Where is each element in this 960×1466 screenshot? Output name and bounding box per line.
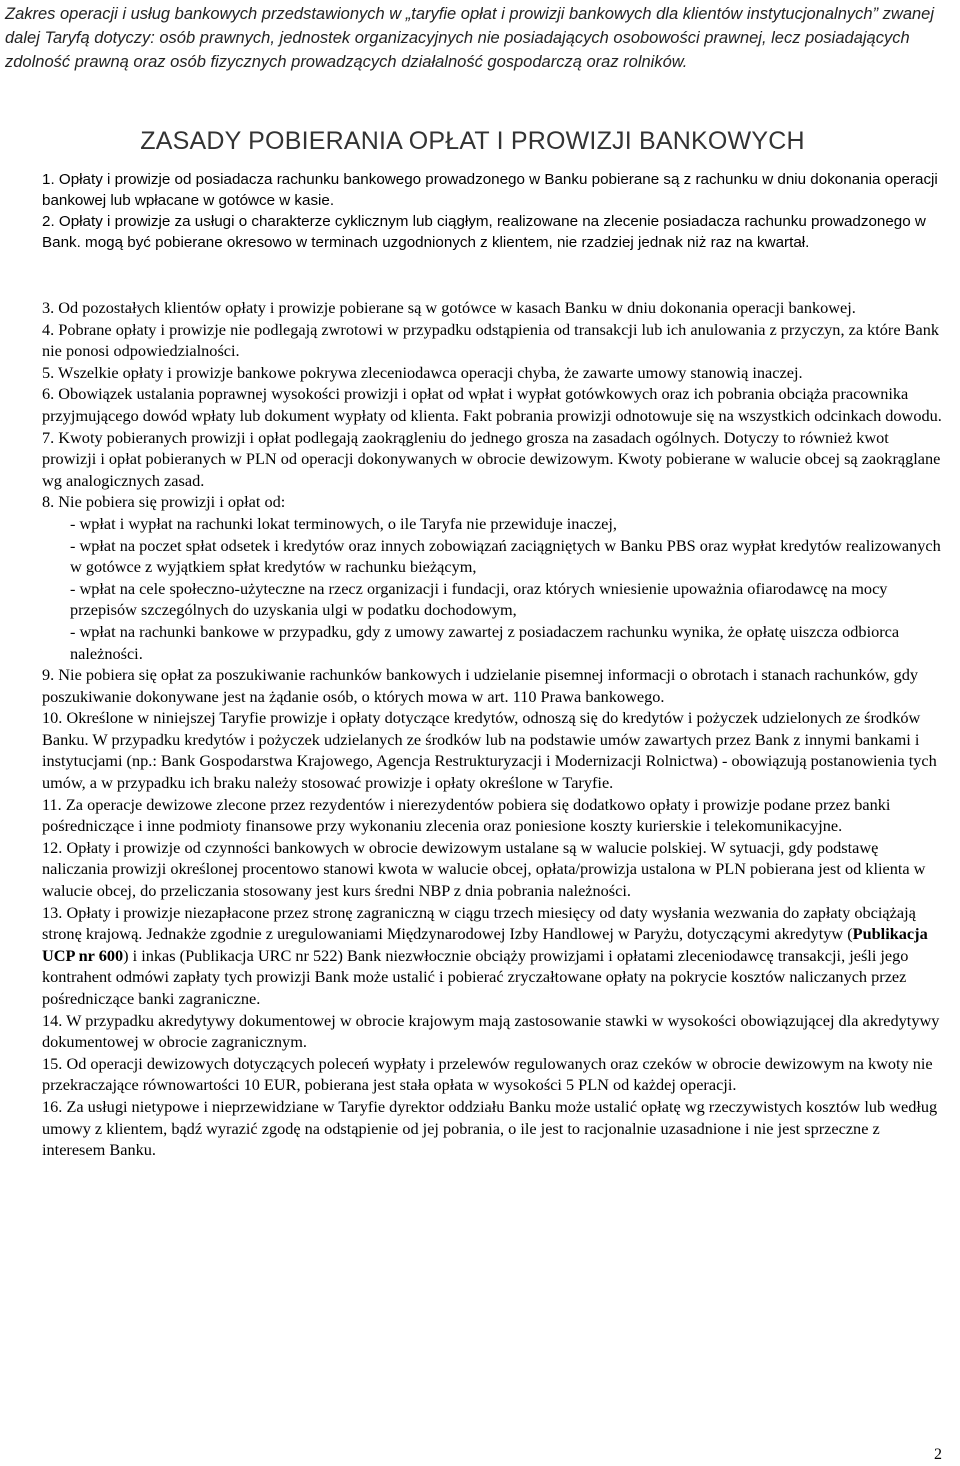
rule-text: Wszelkie opłaty i prowizje bankowe pokrywa zleceniodawca operacji chyba, że zawarte umowy stanowią inaczej. bbox=[58, 362, 803, 382]
rule-item bbox=[42, 169, 945, 211]
section-heading: ZASADY POBIERANIA OPŁAT I PROWIZJI BANKOWYCH bbox=[140, 127, 805, 155]
exemption-list bbox=[42, 513, 947, 664]
rule-text: W przypadku akredytywy dokumentowej w obrocie krajowym mają zastosowanie stawki w wysokości obowiązującej dla akredytywy dokumentowej w obrocie zagranicznym. bbox=[42, 1010, 940, 1052]
rule-item bbox=[42, 491, 947, 513]
rule-number: 12. bbox=[42, 837, 63, 857]
rule-text: Nie pobiera się opłat za poszukiwanie rachunków bankowych i udzielanie pisemnej informacji o obrotach i stanach rachunków, gdy poszukiwanie dokonywane jest na żądanie osób, o których mowa w art. 110 Prawa bankowego. bbox=[42, 665, 919, 706]
rule-number: 2. bbox=[42, 213, 55, 230]
rule-text: Od pozostałych klientów opłaty i prowizje pobierane są w gotówce w kasach Banku w dniu dokonania operacji bankowej. bbox=[58, 298, 856, 317]
rule-number: 11. bbox=[42, 794, 62, 814]
rule-text: ) i inkas (Publikacja URC nr 522) Bank niezwłocznie obciąży prowizjami i opłatami zleceniodawcę transakcji, jeśli jego kontrahent odmówi zapłaty tych prowizji Bank może ustalić i pobierać zryczałtowane opłaty na pokrycie kosztów naliczanych przez pośredniczące banki zagraniczne. bbox=[42, 945, 909, 1008]
exemption-item: - wpłat i wypłat na rachunki lokat terminowych, o ile Taryfa nie przewiduje inaczej, bbox=[70, 513, 617, 533]
intro-paragraph: Zakres operacji i usług bankowych przedstawionych w „taryfie opłat i prowizji bankowych dla klientów instytucjonalnych” zwanej dalej Taryfą dotyczy: osób prawnych, jednostek organizacyjnych nie posiadających osobowości prawnej, lecz posiadających zdolność prawną oraz osób fizycznych prowadzących działalność gospodarczą oraz rolników. bbox=[5, 5, 935, 71]
rule-number: 15. bbox=[42, 1053, 63, 1073]
rule-number: 14. bbox=[42, 1010, 63, 1030]
rule-text: Opłaty i prowizje za usługi o charakterze cyklicznym lub ciągłym, realizowane na zlecenie posiadacza rachunku prowadzonego w Bank. mogą być pobierane okresowo w terminach uzgodnionych z klientem, nie rzadziej jednak niż raz na kwartał. bbox=[42, 213, 926, 251]
page-number: 2 bbox=[934, 1446, 942, 1463]
rule-item bbox=[42, 664, 947, 707]
rule-number: 7. bbox=[42, 427, 55, 447]
rule-item bbox=[42, 1010, 947, 1053]
rule-text-bold: Publikacja UCP nr 600 bbox=[42, 924, 928, 965]
rule-text: Za operacje dewizowe zlecone przez rezydentów i nierezydentów pobiera się dodatkowo opłaty i prowizje podane przez banki pośredniczące i inne podmioty finansowe przy wykonaniu zlecenia oraz poniesione koszty kurierskie i telekomunikacyjne. bbox=[42, 794, 891, 836]
rule-text: Określone w niniejszej Taryfie prowizje i opłaty dotyczące kredytów, odnoszą się do kredytów i pożyczek udzielonych ze środków Banku. W przypadku kredytów i pożyczek udzielanych ze środków lub na podstawie umów zawartych przez Bank z innymi bankami i instytucjami (np.: Bank Gospodarstwa Krajowego, Agencja Restrukturyzacji i Modernizacji Rolnictwa) - obowiązują postanowienia tych umów, a w przypadku ich braku należy stosować prowizje i opłaty określone w Taryfie. bbox=[42, 708, 937, 793]
rule-item bbox=[42, 794, 947, 837]
rule-text: Kwoty pobieranych prowizji i opłat podlegają zaokrągleniu do jednego grosza na zasadach ogólnych. Dotyczy to również kwot prowizji i opłat pobieranych w PLN od operacji dokonywanych w obrocie dewizowym. Kwoty pobierane w walucie obcej są zaokrąglane wg analogicznych zasad. bbox=[42, 427, 941, 490]
rule-item bbox=[42, 707, 947, 793]
rule-text: Opłaty i prowizje od posiadacza rachunku bankowego prowadzonego w Banku pobierane są z rachunku w dniu dokonania operacji bankowej lub wpłacane w gotówce w kasie. bbox=[42, 171, 938, 209]
rule-item bbox=[42, 427, 947, 492]
rule-number: 5. bbox=[42, 362, 55, 382]
rule-text: Nie pobiera się prowizji i opłat od: bbox=[58, 492, 286, 512]
rule-item bbox=[42, 383, 947, 426]
rule-number: 4. bbox=[42, 319, 55, 339]
rule-text: Opłaty i prowizje od czynności bankowych w obrocie dewizowym ustalane są w walucie polskiej. W sytuacji, gdy podstawę naliczania prowizji określonej procentowo stanowi kwota w walucie obcej, opłata/prowizja ustalona w PLN pobierana jest od klienta w walucie obcej, do przeliczania stosowany jest kurs średni NBP z dnia pobrania należności. bbox=[42, 837, 926, 901]
rule-item bbox=[42, 902, 947, 1010]
rule-number: 13. bbox=[42, 902, 63, 922]
rule-item bbox=[42, 1053, 947, 1096]
rule-number: 3. bbox=[42, 298, 55, 317]
rule-number: 10. bbox=[42, 708, 63, 728]
exemption-item: - wpłat na cele społeczno-użyteczne na rzecz organizacji i fundacji, oraz których wniesienie upoważnia ofiarodawcę na mocy przepisów szczególnych do uzyskania ulgi w podatku dochodowym, bbox=[70, 578, 888, 620]
rule-item bbox=[42, 1096, 947, 1161]
rule-item bbox=[42, 297, 947, 319]
rule-number: 9. bbox=[42, 665, 55, 685]
rules-block-sans bbox=[42, 169, 945, 253]
rule-item bbox=[42, 319, 947, 362]
rule-item bbox=[42, 362, 947, 384]
rule-number: 6. bbox=[42, 384, 55, 404]
rules-block-serif bbox=[42, 297, 947, 1161]
exemption-item: - wpłat na rachunki bankowe w przypadku, gdy z umowy zawartej z posiadaczem rachunku wynika, że opłatę uiszcza odbiorca należności. bbox=[70, 621, 900, 663]
rule-item bbox=[42, 211, 945, 253]
rule-item bbox=[42, 837, 947, 902]
rule-text: Obowiązek ustalania poprawnej wysokości prowizji i opłat od wpłat i wypłat gotówkowych oraz ich pobrania obciąża pracownika przyjmującego dowód wpłaty lub dokument wypłaty od klienta. Fakt pobrania prowizji odnotowuje się na wszystkich odcinkach dowodu. bbox=[42, 384, 942, 425]
exemption-item: - wpłat na poczet spłat odsetek i kredytów oraz innych zobowiązań zaciągniętych w Banku PBS oraz wypłat kredytów realizowanych w gotówce z wyjątkiem spłat kredytów w rachunku bieżącym, bbox=[70, 535, 941, 577]
rule-text: Od operacji dewizowych dotyczących poleceń wypłaty i przelewów regulowanych oraz czeków w obrocie dewizowym na kwoty nie przekraczające równowartości 10 EUR, pobierana jest stała opłata w wysokości 5 PLN od każdej operacji. bbox=[42, 1053, 933, 1095]
rule-text: Opłaty i prowizje niezapłacone przez stronę zagraniczną w ciągu trzech miesięcy od daty wysłania wezwania do zapłaty obciążają stronę krajową. Jednakże zgodnie z uregulowaniami Międzynarodowej Izby Handlowej w Paryżu, dotyczącymi akredytyw ( bbox=[42, 902, 916, 944]
rule-text: Pobrane opłaty i prowizje nie podlegają zwrotowi w przypadku odstąpienia od transakcji lub ich anulowania z przyczyn, za które Bank nie ponosi odpowiedzialności. bbox=[42, 319, 940, 361]
rule-number: 1. bbox=[42, 171, 55, 188]
rule-text: Za usługi nietypowe i nieprzewidziane w Taryfie dyrektor oddziału Banku może ustalić opłatę wg rzeczywistych kosztów lub według umowy z klientem, bądź wyrazić zgodę na odstąpienie od jej pobrania, o ile jest to racjonalnie uzasadnione i nie jest sprzeczne z interesem Banku. bbox=[42, 1096, 938, 1160]
rule-number: 16. bbox=[42, 1096, 63, 1116]
rule-number: 8. bbox=[42, 492, 55, 512]
